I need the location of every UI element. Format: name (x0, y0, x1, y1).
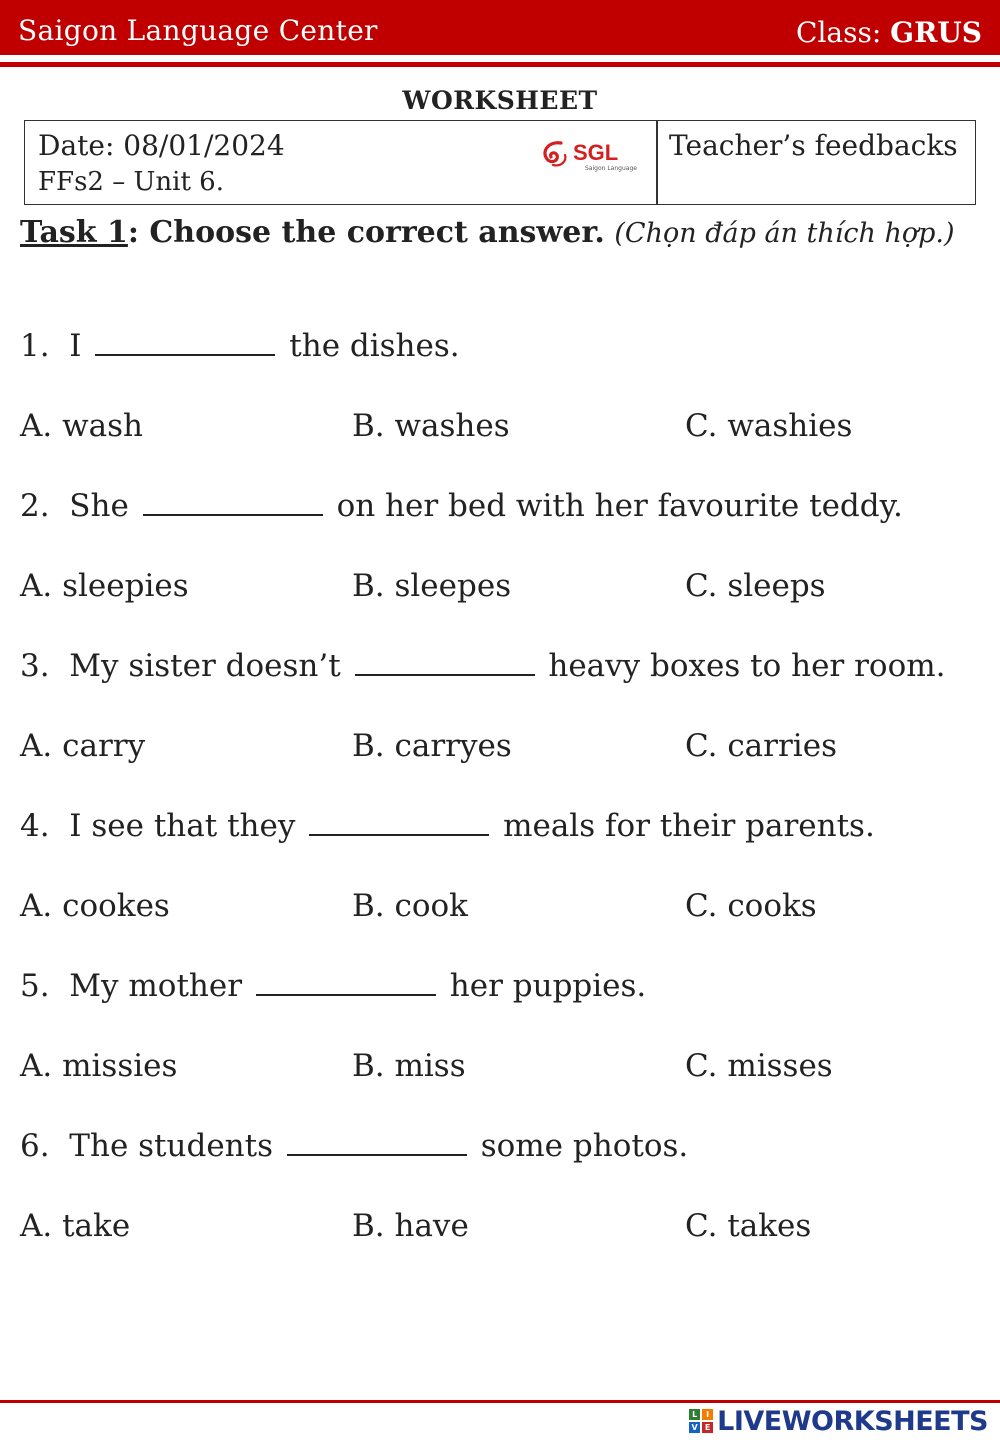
question-number: 1. (20, 328, 50, 364)
option-3b[interactable]: B. carryes (352, 728, 512, 764)
question-text-after: her puppies. (449, 968, 647, 1004)
option-2c[interactable]: C. sleeps (685, 568, 826, 604)
class-value: GRUS (890, 16, 982, 49)
question-text-after: on her bed with her favourite teddy. (336, 488, 903, 524)
option-4a[interactable]: A. cookes (20, 888, 170, 924)
question-text-before: I see that they (69, 808, 296, 844)
option-5a[interactable]: A. missies (20, 1048, 178, 1084)
class-label: Class: (796, 16, 882, 49)
option-2b[interactable]: B. sleepes (352, 568, 512, 604)
unit-text: FFs2 – Unit 6. (38, 167, 224, 197)
option-1c[interactable]: C. washies (685, 408, 853, 444)
option-6b[interactable]: B. have (352, 1208, 469, 1244)
question-5 (20, 968, 646, 1004)
question-number: 4. (20, 808, 50, 844)
question-text-before: I (69, 328, 82, 364)
mark-i: I (702, 1409, 713, 1420)
option-6a[interactable]: A. take (20, 1208, 131, 1244)
option-5c[interactable]: C. misses (685, 1048, 833, 1084)
option-1a[interactable]: A. wash (20, 408, 143, 444)
question-number: 3. (20, 648, 50, 684)
mark-e: E (702, 1422, 713, 1433)
question-text-after: heavy boxes to her room. (548, 648, 946, 684)
question-4 (20, 808, 875, 844)
option-4b[interactable]: B. cook (352, 888, 468, 924)
liveworksheets-text: LIVEWORKSHEETS (717, 1405, 988, 1437)
task-heading: : Choose the correct answer. (127, 215, 605, 250)
worksheet-title: WORKSHEET (402, 86, 598, 115)
question-number: 5. (20, 968, 50, 1004)
mark-l: L (689, 1409, 700, 1420)
center-name: Saigon Language Center (18, 14, 378, 47)
question-1 (20, 328, 460, 364)
option-4c[interactable]: C. cooks (685, 888, 817, 924)
question-text-after: meals for their parents. (503, 808, 875, 844)
logo-subtext: Saigon Language (585, 165, 637, 172)
logo-text: SGL (573, 140, 619, 165)
option-3c[interactable]: C. carries (685, 728, 837, 764)
sgl-logo (539, 137, 639, 173)
option-6c[interactable]: C. takes (685, 1208, 812, 1244)
answer-blank[interactable] (287, 1130, 467, 1156)
question-number: 6. (20, 1128, 50, 1164)
task-translation: (Chọn đáp án thích hợp.) (614, 218, 955, 249)
liveworksheets-logo (689, 1406, 988, 1436)
answer-blank[interactable] (95, 330, 275, 356)
question-text-before: My mother (69, 968, 243, 1004)
answer-blank[interactable] (309, 810, 489, 836)
question-text-before: My sister doesn’t (69, 648, 341, 684)
question-text-before: She (69, 488, 129, 524)
question-text-after: some photos. (480, 1128, 689, 1164)
task-instruction (20, 214, 980, 253)
option-5b[interactable]: B. miss (352, 1048, 466, 1084)
question-3 (20, 648, 946, 684)
mark-v: V (689, 1422, 700, 1433)
question-text-before: The students (69, 1128, 273, 1164)
answer-blank[interactable] (355, 650, 535, 676)
footer-divider (0, 1400, 1000, 1403)
question-text-after: the dishes. (289, 328, 460, 364)
header-bar (0, 0, 1000, 55)
task-label: Task 1 (20, 215, 128, 250)
liveworksheets-mark-icon (689, 1409, 713, 1433)
header-divider (0, 62, 1000, 67)
table-divider (656, 121, 658, 204)
answer-blank[interactable] (256, 970, 436, 996)
question-2 (20, 488, 903, 524)
option-1b[interactable]: B. washes (352, 408, 510, 444)
feedback-label: Teacher’s feedbacks (669, 129, 958, 162)
answer-blank[interactable] (143, 490, 323, 516)
info-table (24, 120, 976, 205)
option-2a[interactable]: A. sleepies (20, 568, 189, 604)
question-6 (20, 1128, 688, 1164)
date-text: Date: 08/01/2024 (38, 129, 285, 162)
option-3a[interactable]: A. carry (20, 728, 146, 764)
class-info (796, 16, 982, 49)
question-number: 2. (20, 488, 50, 524)
